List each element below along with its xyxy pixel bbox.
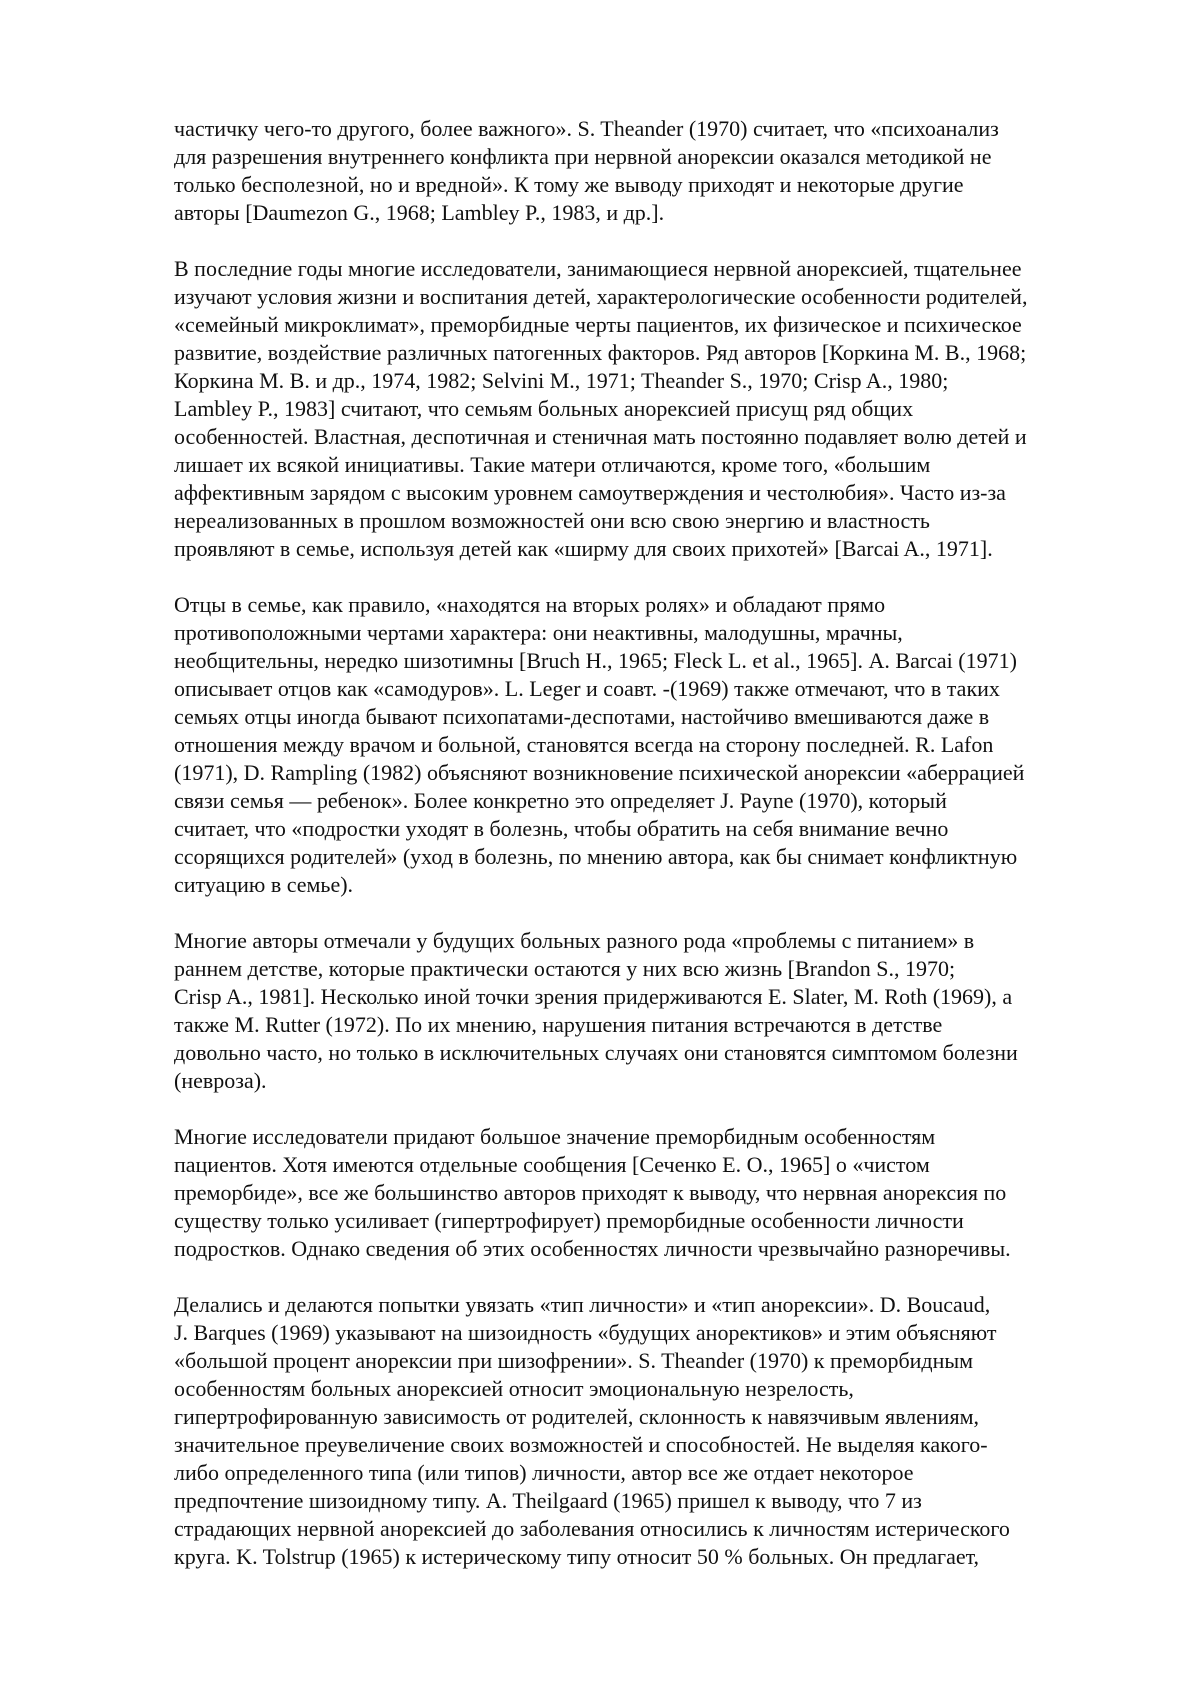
paragraph-2 <box>174 255 1134 563</box>
text-line: считает, что «подростки уходят в болезнь, чтобы обратить на себя внимание вечно <box>174 816 949 841</box>
text-line: противоположными чертами характера: они неактивны, малодушны, мрачны, <box>174 620 903 645</box>
text-line: лишает их всякой инициативы. Такие матери отличаются, кроме того, «большим <box>174 452 931 477</box>
text-line: Многие авторы отмечали у будущих больных разного рода «проблемы с питанием» в <box>174 928 975 953</box>
text-line: Crisp A., 1981]. Несколько иной точки зрения придерживаются E. Slater, M. Roth (1969), а <box>174 984 1013 1009</box>
text-line: отношения между врачом и больной, становятся всегда на сторону последней. R. Lafon <box>174 732 994 757</box>
text-line: страдающих нервной анорексией до заболевания относились к личностям истерического <box>174 1516 1010 1541</box>
text-line: связи семья — ребенок». Более конкретно это определяет J. Payne (1970), который <box>174 788 947 813</box>
text-line: Многие исследователи придают большое значение преморбидным особенностям <box>174 1124 936 1149</box>
text-line: значительное преувеличение своих возможностей и способностей. Не выделяя какого- <box>174 1432 988 1457</box>
text-line: особенностям больных анорексией относит эмоциональную незрелость, <box>174 1376 854 1401</box>
paragraph-6 <box>174 1291 1134 1571</box>
text-line: Коркина М. В. и др., 1974, 1982; Selvini M., 1971; Theander S., 1970; Crisp A., 1980; <box>174 368 949 393</box>
document-page <box>174 115 1134 1599</box>
text-line: «семейный микроклимат», преморбидные черты пациентов, их физическое и психическое <box>174 312 1022 337</box>
text-line: довольно часто, но только в исключительных случаях они становятся симптомом болезни <box>174 1040 1018 1065</box>
text-line: только бесполезной, но и вредной». К тому же выводу приходят и некоторые другие <box>174 172 964 197</box>
text-line: частичку чего-то другого, более важного». S. Theander (1970) считает, что «психоанализ <box>174 116 999 141</box>
text-line: нереализованных в прошлом возможностей они всю свою энергию и властность <box>174 508 930 533</box>
text-line: круга. K. Tolstrup (1965) к истерическому типу относит 50 % больных. Он предлагает, <box>174 1544 980 1569</box>
text-line: необщительны, нередко шизотимны [Bruch H., 1965; Fleck L. et al., 1965]. A. Barcai (1971) <box>174 648 1017 673</box>
text-line: (1971), D. Rampling (1982) объясняют возникновение психической анорексии «аберрацией <box>174 760 1025 785</box>
text-line: пациентов. Хотя имеются отдельные сообщения [Сеченко Е. О., 1965] о «чистом <box>174 1152 930 1177</box>
text-line: существу только усиливает (гипертрофирует) преморбидные особенности личности <box>174 1208 964 1233</box>
paragraph-1 <box>174 115 1134 227</box>
text-line: преморбиде», все же большинство авторов приходят к выводу, что нервная анорексия по <box>174 1180 1007 1205</box>
text-line: Делались и делаются попытки увязать «тип личности» и «тип анорексии». D. Boucaud, <box>174 1292 991 1317</box>
text-line: В последние годы многие исследователи, занимающиеся нервной анорексией, тщательнее <box>174 256 1022 281</box>
text-line: авторы [Daumezon G., 1968; Lambley P., 1983, и др.]. <box>174 200 665 225</box>
text-line: ссорящихся родителей» (уход в болезнь, по мнению автора, как бы снимает конфликтную <box>174 844 1018 869</box>
text-line: аффективным зарядом с высоким уровнем самоутверждения и честолюбия». Часто из-за <box>174 480 1006 505</box>
text-line: семьях отцы иногда бывают психопатами-деспотами, настойчиво вмешиваются даже в <box>174 704 990 729</box>
text-line: либо определенного типа (или типов) личности, автор все же отдает некоторое <box>174 1460 914 1485</box>
text-line: подростков. Однако сведения об этих особенностях личности чрезвычайно разноречивы. <box>174 1236 1011 1261</box>
text-line: Lambley P., 1983] считают, что семьям больных анорексией присущ ряд общих <box>174 396 914 421</box>
text-line: изучают условия жизни и воспитания детей, характерологические особенности родителей, <box>174 284 1028 309</box>
text-line: гипертрофированную зависимость от родителей, склонность к навязчивым явлениям, <box>174 1404 979 1429</box>
text-line: также M. Rutter (1972). По их мнению, нарушения питания встречаются в детстве <box>174 1012 943 1037</box>
text-line: раннем детстве, которые практически остаются у них всю жизнь [Brandon S., 1970; <box>174 956 956 981</box>
text-line: «большой процент анорексии при шизофрении». S. Theander (1970) к преморбидным <box>174 1348 974 1373</box>
text-line: J. Barques (1969) указывают на шизоидность «будущих аноректиков» и этим объясняют <box>174 1320 997 1345</box>
paragraph-5 <box>174 1123 1134 1263</box>
text-line: (невроза). <box>174 1068 267 1093</box>
text-line: для разрешения внутреннего конфликта при нервной анорексии оказался методикой не <box>174 144 992 169</box>
text-line: предпочтение шизоидному типу. A. Theilgaard (1965) пришел к выводу, что 7 из <box>174 1488 922 1513</box>
text-line: особенностей. Властная, деспотичная и стеничная мать постоянно подавляет волю детей и <box>174 424 1027 449</box>
text-line: описывает отцов как «самодуров». L. Leger и соавт. -(1969) также отмечают, что в таких <box>174 676 1000 701</box>
paragraph-3 <box>174 591 1134 899</box>
text-line: ситуацию в семье). <box>174 872 354 897</box>
text-line: проявляют в семье, используя детей как «ширму для своих прихотей» [Barcai A., 1971]. <box>174 536 993 561</box>
text-line: Отцы в семье, как правило, «находятся на вторых ролях» и обладают прямо <box>174 592 886 617</box>
text-line: развитие, воздействие различных патогенных факторов. Ряд авторов [Коркина М. В., 1968; <box>174 340 1027 365</box>
paragraph-4 <box>174 927 1134 1095</box>
